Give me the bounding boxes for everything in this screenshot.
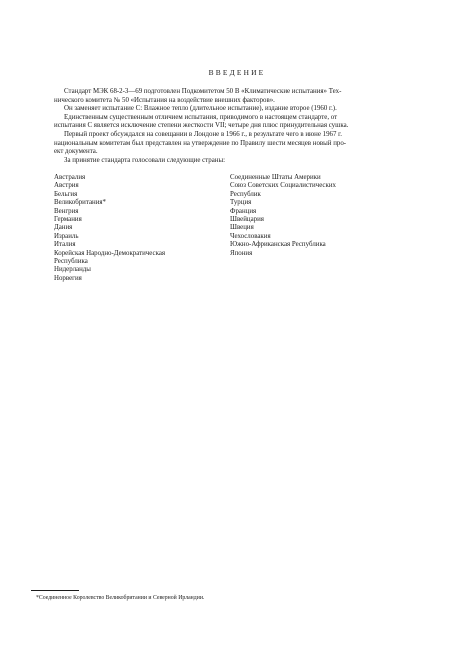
country-name: Республик xyxy=(230,190,261,198)
country-name: Соединенные Штаты Америки xyxy=(230,174,321,181)
country-name: Израиль xyxy=(54,232,79,240)
country-name: Бельгия xyxy=(54,190,78,198)
text-line: Первый проект обсуждался на совещании в Лондоне в 1966 г., в результате чего в июне 1967 г. xyxy=(64,130,342,138)
paragraph-differences xyxy=(54,114,420,131)
country-name: Союз Советских Социалистических xyxy=(230,182,336,190)
country-name: Австрия xyxy=(54,182,79,190)
country-name: Чехословакия xyxy=(230,232,271,240)
countries-column-left xyxy=(54,174,165,283)
country-name: Швеция xyxy=(230,224,254,232)
country-name: Дания xyxy=(54,224,73,232)
country-name: Венгрия xyxy=(54,207,79,215)
country-name: Германия xyxy=(54,216,82,224)
country-name: Япония xyxy=(230,249,253,257)
countries-column-right xyxy=(230,174,336,258)
country-name: Турция xyxy=(230,199,252,207)
text-line: национальным комитетам был представлен на утверждение по Правилу шести месяцев новый про- xyxy=(54,139,347,147)
country-name: Италия xyxy=(54,241,76,249)
paragraph-replaces-test xyxy=(54,105,420,114)
text-line: За принятие стандарта голосовали следующие страны: xyxy=(64,156,226,164)
paragraph-draft-history xyxy=(54,131,420,157)
country-name: Республика xyxy=(54,258,88,266)
text-line: Стандарт МЭК 68-2-3—69 подготовлен Подкомитетом 50 В «Климатические испытания» Тех- xyxy=(64,88,342,95)
text-line: испытания С является исключение степени жесткости VII; четыре дня плюс принудительная сушка. xyxy=(54,122,349,130)
country-name: Великобритания* xyxy=(54,199,107,207)
footnote-divider xyxy=(31,590,79,591)
paragraph-standard-origin xyxy=(54,88,420,105)
introduction-text xyxy=(54,88,420,165)
country-name: Норвегия xyxy=(54,274,82,282)
country-name: Корейская Народно-Демократическая xyxy=(54,249,166,257)
footnote-text: *Соединенное Королевство Великобритании и Северной Ирландии. xyxy=(36,595,205,601)
country-name: Нидерланды xyxy=(54,266,91,274)
country-name: Австралия xyxy=(54,174,86,181)
text-line: Единственным существенным отличием испытания, приводимого в настоящем стандарте, от xyxy=(64,113,338,121)
country-name: Швейцария xyxy=(230,216,264,224)
text-line: ект документа. xyxy=(54,148,98,156)
country-name: Южно-Африканская Республика xyxy=(230,241,326,249)
paragraph-voting-intro xyxy=(54,157,420,166)
text-line: нического комитета № 50 «Испытания на воздействие внешних факторов». xyxy=(54,96,275,104)
country-name: Франция xyxy=(230,207,257,215)
section-heading: ВВЕДЕНИЕ xyxy=(208,68,266,77)
text-line: Он заменяет испытание С: Влажное тепло (длительное испытание), издание второе (1960 г.). xyxy=(64,105,337,113)
